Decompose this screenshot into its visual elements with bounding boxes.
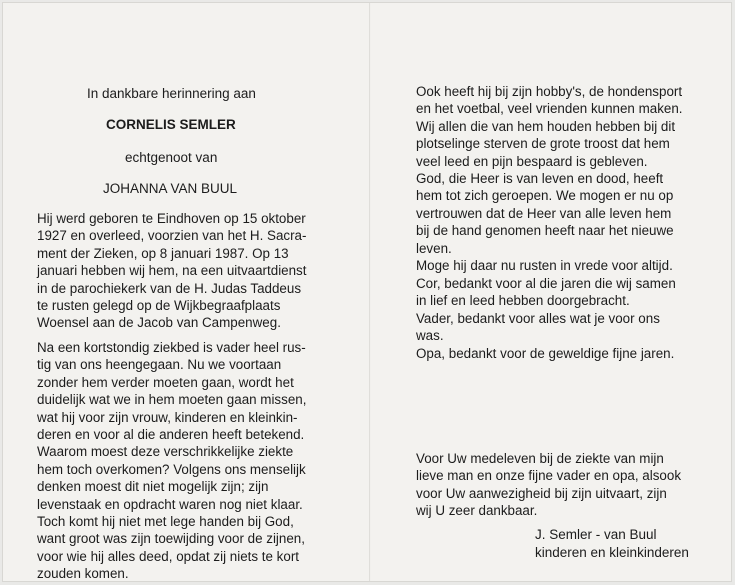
text-line: Hij werd geboren te Eindhoven op 15 oktober — [37, 211, 306, 226]
text-line: God, die Heer is van leven en dood, heeft — [416, 171, 664, 187]
text-line: leven. — [416, 240, 452, 256]
text-line: Opa, bedankt voor de geweldige fijne jaren. — [416, 345, 675, 361]
text-line: 1927 en overleed, voorzien van het H. Sacra- — [37, 228, 307, 244]
spouse-label: echtgenoot van — [125, 150, 218, 165]
left-page — [3, 3, 369, 581]
text-line: wat hij voor zijn vrouw, kinderen en kleinkin- — [37, 409, 298, 425]
text-line: in de parochiekerk van de H. Judas Taddeus — [37, 280, 302, 296]
text-line: zouden komen. — [37, 566, 129, 582]
text-line: vertrouwen dat de Heer van alle leven hem — [416, 205, 672, 221]
right-paragraph-1 — [416, 83, 716, 274]
intro-heading: In dankbare herinnering aan — [87, 86, 256, 101]
text-line: wij U zeer dankbaar. — [416, 503, 538, 519]
text-line: Woensel aan de Jacob van Campenweg. — [37, 315, 281, 331]
text-line: Voor Uw medeleven bij de ziekte van mijn — [416, 451, 664, 466]
text-line: en het voetbal, veel vrienden kunnen maken. — [416, 101, 683, 117]
text-line: want groot was zijn toewijding voor de zijnen, — [37, 531, 305, 547]
text-line: Cor, bedankt voor al die jaren die wij samen — [416, 276, 676, 291]
text-line: ment der Zieken, op 8 januari 1987. Op 13 — [37, 245, 289, 261]
right-paragraph-3 — [416, 450, 716, 520]
text-line: zonder hem verder moeten gaan, wordt het — [37, 374, 294, 390]
text-line: hem tot zich geroepen. We mogen er nu op — [416, 188, 674, 204]
text-line: deren en voor al die anderen heeft betekend. — [37, 427, 305, 443]
text-line: bij de hand genomen heeft naar het nieuwe — [416, 223, 674, 239]
text-line: hem toch overkomen? Volgens ons menselijk — [37, 461, 306, 477]
text-line: Ook heeft hij bij zijn hobby's, de hondensport — [416, 84, 683, 99]
text-line: was. — [416, 328, 444, 344]
text-line: Wij allen die van hem houden hebben bij dit — [416, 118, 676, 134]
text-line: in lief en leed hebben doorgebracht. — [416, 293, 630, 309]
left-paragraph-1 — [37, 210, 337, 332]
text-line: te rusten gelegd op de Wijkbegraafplaats — [37, 298, 281, 314]
spouse-name: JOHANNA VAN BUUL — [103, 181, 238, 196]
text-line: Waarom moest deze verschrikkelijke ziekte — [37, 444, 294, 460]
text-line: denken moest dit niet mogelijk zijn; zijn — [37, 479, 269, 495]
text-line: januari hebben wij hem, na een uitvaartdienst — [37, 263, 307, 279]
text-line: Toch komt hij niet met lege handen bij God, — [37, 514, 294, 530]
signature-family: kinderen en kleinkinderen — [535, 545, 689, 560]
text-line: tig van ons heengegaan. Nu we voortaan — [37, 357, 282, 373]
text-line: lieve man en onze fijne vader en opa, alsook — [416, 468, 682, 484]
deceased-name: CORNELIS SEMLER — [106, 117, 236, 132]
right-page — [371, 3, 733, 581]
text-line: voor wie hij alles deed, opdat zij niets te kort — [37, 548, 300, 564]
text-line: voor Uw aanwezigheid bij zijn uitvaart, zijn — [416, 485, 667, 501]
text-line: levenstaak en opdracht waren nog niet klaar. — [37, 496, 303, 512]
text-line: Na een kortstondig ziekbed is vader heel rus- — [37, 340, 306, 355]
text-line: duidelijk wat we in hem moeten gaan missen, — [37, 392, 307, 408]
left-paragraph-2 — [37, 339, 337, 583]
text-line: Moge hij daar nu rusten in vrede voor altijd. — [416, 258, 673, 274]
text-line: plotselinge sterven de grote troost dat hem — [416, 136, 670, 152]
signature-name: J. Semler - van Buul — [535, 527, 657, 542]
memorial-card — [2, 2, 732, 582]
right-paragraph-2 — [416, 275, 716, 362]
text-line: Vader, bedankt voor alles wat je voor ons — [416, 310, 660, 326]
text-line: veel leed en pijn bespaard is gebleven. — [416, 153, 648, 169]
